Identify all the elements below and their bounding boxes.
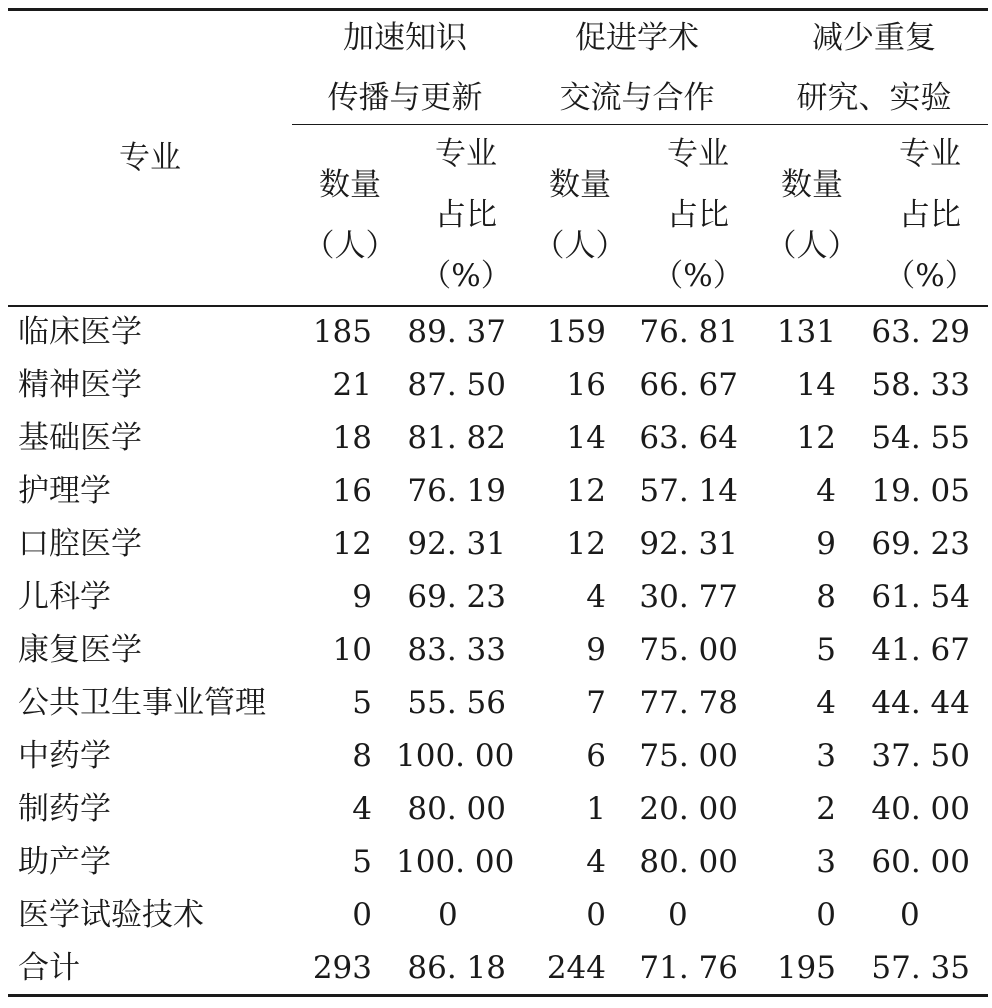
subheader-pct-3-line3: （%） [884, 258, 976, 294]
count-cell: 9 [586, 632, 606, 668]
subheader-count-3-line1: 数量 [781, 167, 843, 203]
count-cell: 12 [566, 473, 606, 509]
count-cell: 4 [586, 579, 606, 615]
count-cell: 4 [586, 844, 606, 880]
subheader-pct-1-line3: （%） [420, 258, 512, 294]
subheader-pct-2-line3: （%） [652, 258, 744, 294]
percent-cell: 69. 23 [871, 526, 970, 562]
count-cell: 0 [816, 897, 836, 933]
percent-cell: 61. 54 [871, 579, 970, 615]
row-specialty-name: 康复医学 [18, 632, 142, 668]
percent-cell: 54. 55 [871, 420, 970, 456]
subheader-pct-1-line1: 专业 [435, 136, 497, 172]
row-specialty-name: 合计 [18, 950, 80, 986]
subheader-count-1-line2: （人） [303, 228, 397, 264]
subheader-count-2-line2: （人） [533, 228, 627, 264]
row-specialty-name: 儿科学 [18, 579, 111, 615]
row-specialty-name: 医学试验技术 [18, 897, 204, 933]
percent-cell: 87. 50 [407, 367, 506, 403]
count-cell: 4 [816, 473, 836, 509]
percent-cell: 100. 00 [396, 738, 515, 774]
row-specialty-name: 精神医学 [18, 367, 142, 403]
header-bottom-rule [8, 305, 988, 307]
percent-cell: 57. 35 [871, 950, 970, 986]
percent-cell: 57. 14 [639, 473, 738, 509]
percent-cell: 58. 33 [871, 367, 970, 403]
bottom-rule [8, 994, 988, 997]
count-cell: 18 [332, 420, 372, 456]
count-cell: 7 [586, 685, 606, 721]
count-cell: 0 [352, 897, 372, 933]
count-cell: 5 [352, 685, 372, 721]
percent-cell: 77. 78 [639, 685, 738, 721]
group-header-1-line2: 传播与更新 [327, 80, 483, 116]
count-cell: 0 [586, 897, 606, 933]
group-header-2-line1: 促进学术 [575, 20, 699, 56]
percent-cell: 63. 29 [871, 314, 970, 350]
group-header-3-line2: 研究、实验 [796, 80, 952, 116]
percent-cell: 76. 19 [407, 473, 506, 509]
percent-cell: 40. 00 [871, 791, 970, 827]
count-cell: 12 [332, 526, 372, 562]
percent-cell: 69. 23 [407, 579, 506, 615]
percent-cell: 89. 37 [407, 314, 506, 350]
subheader-pct-2-line1: 专业 [667, 136, 729, 172]
count-cell: 3 [816, 844, 836, 880]
count-cell: 4 [816, 685, 836, 721]
count-cell: 185 [312, 314, 372, 350]
group-header-1-line1: 加速知识 [343, 20, 467, 56]
subheader-count-3-line2: （人） [765, 228, 859, 264]
count-cell: 14 [566, 420, 606, 456]
count-cell: 9 [352, 579, 372, 615]
count-cell: 131 [776, 314, 836, 350]
count-cell: 16 [566, 367, 606, 403]
percent-cell: 0 [438, 897, 458, 933]
percent-cell: 80. 00 [639, 844, 738, 880]
subheader-pct-2-line2: 占比 [667, 197, 729, 233]
percent-cell: 37. 50 [871, 738, 970, 774]
count-cell: 1 [586, 791, 606, 827]
count-cell: 5 [816, 632, 836, 668]
subheader-pct-3-line2: 占比 [899, 197, 961, 233]
count-cell: 21 [332, 367, 372, 403]
percent-cell: 83. 33 [407, 632, 506, 668]
subheader-pct-3-line1: 专业 [899, 136, 961, 172]
subheader-count-2-line1: 数量 [549, 167, 611, 203]
percent-cell: 75. 00 [639, 738, 738, 774]
row-specialty-name: 基础医学 [18, 420, 142, 456]
count-cell: 12 [566, 526, 606, 562]
percent-cell: 44. 44 [871, 685, 970, 721]
count-cell: 12 [796, 420, 836, 456]
count-cell: 8 [352, 738, 372, 774]
count-cell: 16 [332, 473, 372, 509]
percent-cell: 20. 00 [639, 791, 738, 827]
percent-cell: 60. 00 [871, 844, 970, 880]
count-cell: 4 [352, 791, 372, 827]
percent-cell: 0 [668, 897, 688, 933]
count-cell: 293 [312, 950, 372, 986]
group-header-2-line2: 交流与合作 [559, 80, 715, 116]
count-cell: 159 [546, 314, 606, 350]
count-cell: 14 [796, 367, 836, 403]
count-cell: 9 [816, 526, 836, 562]
header-specialty: 专业 [119, 140, 181, 176]
percent-cell: 66. 67 [639, 367, 738, 403]
percent-cell: 41. 67 [871, 632, 970, 668]
group-header-3-line1: 减少重复 [812, 20, 936, 56]
percent-cell: 19. 05 [871, 473, 970, 509]
count-cell: 6 [586, 738, 606, 774]
count-cell: 5 [352, 844, 372, 880]
row-specialty-name: 制药学 [18, 791, 111, 827]
percent-cell: 0 [900, 897, 920, 933]
row-specialty-name: 口腔医学 [18, 526, 142, 562]
count-cell: 2 [816, 791, 836, 827]
percent-cell: 63. 64 [639, 420, 738, 456]
percent-cell: 100. 00 [396, 844, 515, 880]
row-specialty-name: 中药学 [18, 738, 111, 774]
percent-cell: 75. 00 [639, 632, 738, 668]
subheader-pct-1-line2: 占比 [435, 197, 497, 233]
count-cell: 3 [816, 738, 836, 774]
percent-cell: 76. 81 [639, 314, 738, 350]
row-specialty-name: 公共卫生事业管理 [18, 685, 266, 721]
count-cell: 8 [816, 579, 836, 615]
percent-cell: 92. 31 [407, 526, 506, 562]
percent-cell: 86. 18 [407, 950, 506, 986]
row-specialty-name: 助产学 [18, 844, 111, 880]
percent-cell: 30. 77 [639, 579, 738, 615]
count-cell: 244 [546, 950, 606, 986]
header-sub-rule [292, 124, 988, 125]
percent-cell: 55. 56 [407, 685, 506, 721]
top-rule [8, 8, 988, 11]
percent-cell: 71. 76 [639, 950, 738, 986]
count-cell: 195 [776, 950, 836, 986]
subheader-count-1-line1: 数量 [319, 167, 381, 203]
row-specialty-name: 护理学 [18, 473, 111, 509]
percent-cell: 81. 82 [407, 420, 506, 456]
count-cell: 10 [332, 632, 372, 668]
row-specialty-name: 临床医学 [18, 314, 142, 350]
percent-cell: 80. 00 [407, 791, 506, 827]
percent-cell: 92. 31 [639, 526, 738, 562]
